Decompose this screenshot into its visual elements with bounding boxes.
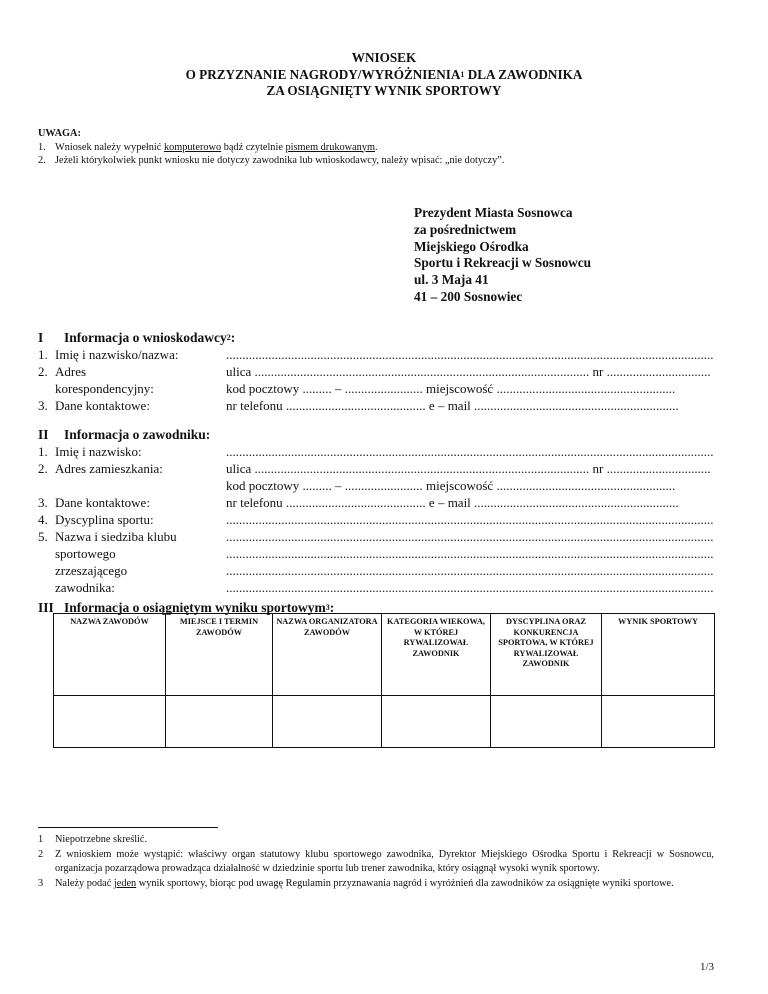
column-header: NAZWA ZAWODÓW [54,614,166,696]
field-number: 1. [38,444,48,459]
title-line-2-text: O PRZYZNANIE NAGRODY/WYRÓŻNIENIA [185,66,461,82]
field-blank[interactable]: ...................................................................................................................................................... [226,546,714,561]
note-text-part: bądź czytelnie [221,141,286,153]
footnote-underlined-text: jeden [113,877,137,889]
field-number: 4. [38,512,48,527]
athlete-club-field-line-4[interactable] [38,579,714,596]
athlete-address-postal-field[interactable] [38,477,714,494]
column-header: MIEJSCE I TERMIN ZAWODÓW [166,614,273,696]
field-blank[interactable]: ulica ....................................................................................................... nr ................................ [226,461,711,476]
table-cell[interactable] [273,696,382,748]
athlete-club-field-line-3[interactable] [38,562,714,579]
field-blank[interactable]: nr telefonu ........................................... e – mail ............................................................... [226,398,679,413]
note-item-text: Jeżeli którykolwiek punkt wniosku nie dotyczy zawodnika lub wnioskodawcy, należy wpisać: „nie dotyczy”. [55,155,505,166]
field-label [55,477,226,494]
table-cell[interactable] [382,696,491,748]
table-cell[interactable] [491,696,602,748]
recipient-address [414,205,591,306]
field-label: zawodnika: [55,580,115,595]
applicant-name-field[interactable] [38,346,714,363]
footnote-text-part: Należy podać [55,877,114,889]
table-cell[interactable] [602,696,715,748]
column-header: KATEGORIA WIEKOWA, W KTÓREJ RYWALIZOWAŁ ZAWODNIK [382,614,491,696]
field-label: sportowego [55,546,116,561]
page-number: 1/3 [699,961,714,973]
title-line-2 [0,67,768,84]
athlete-contact-field[interactable] [38,494,714,511]
footnote-ref-3: 3 [325,603,330,612]
column-header: DYSCYPLINA ORAZ KONKURENCJA SPORTOWA, W KTÓREJ RYWALIZOWAŁ ZAWODNIK [491,614,602,696]
footnote-number: 1 [38,834,44,845]
section-1-heading [38,329,235,346]
field-label: Imię i nazwisko: [55,444,142,459]
footnote-separator [38,827,218,828]
footnote [38,848,714,877]
athlete-address-street-field[interactable] [38,460,714,477]
athlete-club-field-line-2[interactable] [38,545,714,562]
field-label: zrzeszającego [55,563,128,578]
column-header: WYNIK SPORTOWY [602,614,715,696]
footnote-text: Niepotrzebne skreślić. [55,834,148,845]
applicant-contact-field[interactable] [38,397,714,414]
note-item [38,141,738,155]
field-label: Nazwa i siedziba klubu [55,529,177,544]
document-title [0,50,768,100]
column-header: NAZWA ORGANIZATORA ZAWODÓW [273,614,382,696]
note-item-text [55,141,378,155]
footnote-ref-2: 2 [226,333,231,342]
section-1-title: Informacja o wnioskodawcy [64,330,227,345]
field-number: 2. [38,461,48,476]
title-line-1: WNIOSEK [351,50,417,65]
field-blank[interactable]: ...................................................................................................................................................... [226,529,714,544]
section-2-title: Informacja o zawodniku: [64,427,211,442]
recipient-line: ul. 3 Maja 41 [414,272,489,288]
field-blank[interactable]: ...................................................................................................................................................... [226,512,714,527]
field-number [38,579,55,596]
section-3-colon: : [329,600,335,615]
field-number [38,477,55,494]
note-item-number: 2. [38,155,46,166]
recipient-line: Sportu i Rekreacji w Sosnowcu [414,255,592,271]
field-number: 2. [38,364,48,379]
footnote-text-part: wynik sportowy, biorąc pod uwagę Regulamin przyznawania nagród i wyróżnień dla zawodników za osiągnięte wyniki sportowe. [136,877,674,889]
section-1-colon: : [230,330,236,345]
field-blank[interactable]: nr telefonu ........................................... e – mail ............................................................... [226,495,679,510]
table-cell[interactable] [54,696,166,748]
recipient-line: 41 – 200 Sosnowiec [414,288,523,304]
section-1-numeral: I [38,330,44,345]
field-blank[interactable]: ...................................................................................................................................................... [226,347,714,362]
applicant-address-street-field[interactable] [38,363,714,380]
footnote-text [55,877,714,892]
footnote [38,877,714,892]
field-blank[interactable]: ...................................................................................................................................................... [226,444,714,459]
recipient-line: Miejskiego Ośrodka [414,238,529,254]
note-text-part: Wniosek należy wypełnić [55,141,164,153]
title-line-2-suffix: DLA ZAWODNIKA [464,66,583,82]
field-number [38,380,55,397]
note-item-number: 1. [38,141,46,153]
footnote-number: 2 [38,848,44,860]
footnote [38,833,714,848]
section-3-numeral: III [38,600,54,615]
note-block [38,127,738,168]
note-underlined-text: pismem drukowanym [285,141,375,153]
field-blank[interactable]: ulica ....................................................................................................... nr ................................ [226,364,711,379]
field-blank[interactable]: ...................................................................................................................................................... [226,580,714,595]
field-number [38,545,55,562]
note-heading: UWAGA: [38,128,81,139]
field-label: Dane kontaktowe: [55,398,150,413]
section-2-numeral: II [38,427,49,442]
table-header-row [54,614,715,696]
achievement-table [53,613,715,748]
field-blank[interactable]: kod pocztowy ......... – ........................ miejscowość ....................................................... [226,478,676,493]
note-underlined-text: komputerowo [163,141,222,153]
footnotes [38,833,714,891]
recipient-line: za pośrednictwem [414,221,517,237]
field-label: Imię i nazwisko/nazwa: [55,347,179,362]
table-row [54,696,715,748]
section-3-title: Informacja o osiągniętym wyniku sportowym [64,600,326,615]
field-label: Dane kontaktowe: [55,495,150,510]
athlete-discipline-field[interactable] [38,511,714,528]
note-text-part: . [374,141,378,153]
field-number: 3. [38,495,48,510]
table-cell[interactable] [166,696,273,748]
recipient-line: Prezydent Miasta Sosnowca [414,205,573,220]
field-label: Adres [55,364,87,379]
field-number: 3. [38,398,48,413]
field-blank[interactable]: ...................................................................................................................................................... [226,563,714,578]
applicant-address-postal-field[interactable] [38,380,714,397]
field-blank[interactable]: kod pocztowy ......... – ........................ miejscowość ....................................................... [226,381,676,396]
athlete-name-field[interactable] [38,443,714,460]
field-number [38,562,55,579]
field-label: Dyscyplina sportu: [55,512,154,527]
field-number: 1. [38,347,48,362]
field-label: korespondencyjny: [55,381,154,396]
footnote-number: 3 [38,877,44,889]
athlete-club-field[interactable] [38,528,714,545]
footnote-ref-1: 1 [460,69,465,79]
footnote-text: Z wnioskiem może wystąpić: właściwy organ statutowy klubu sportowego zawodnika, Dyrektor Miejskiego Ośrodka Sportu i Rekreacji w Sosnowcu, organizacja pozarządowa prowadząca działalność w dziedzinie sportu lub trener zawodnika, który osiągnął wysoki wynik sportowy. [55,848,714,875]
field-label: Adres zamieszkania: [55,461,163,476]
section-2-heading [38,426,210,443]
note-item [38,154,738,168]
field-number: 5. [38,529,48,544]
title-line-3: ZA OSIĄGNIĘTY WYNIK SPORTOWY [266,83,502,98]
